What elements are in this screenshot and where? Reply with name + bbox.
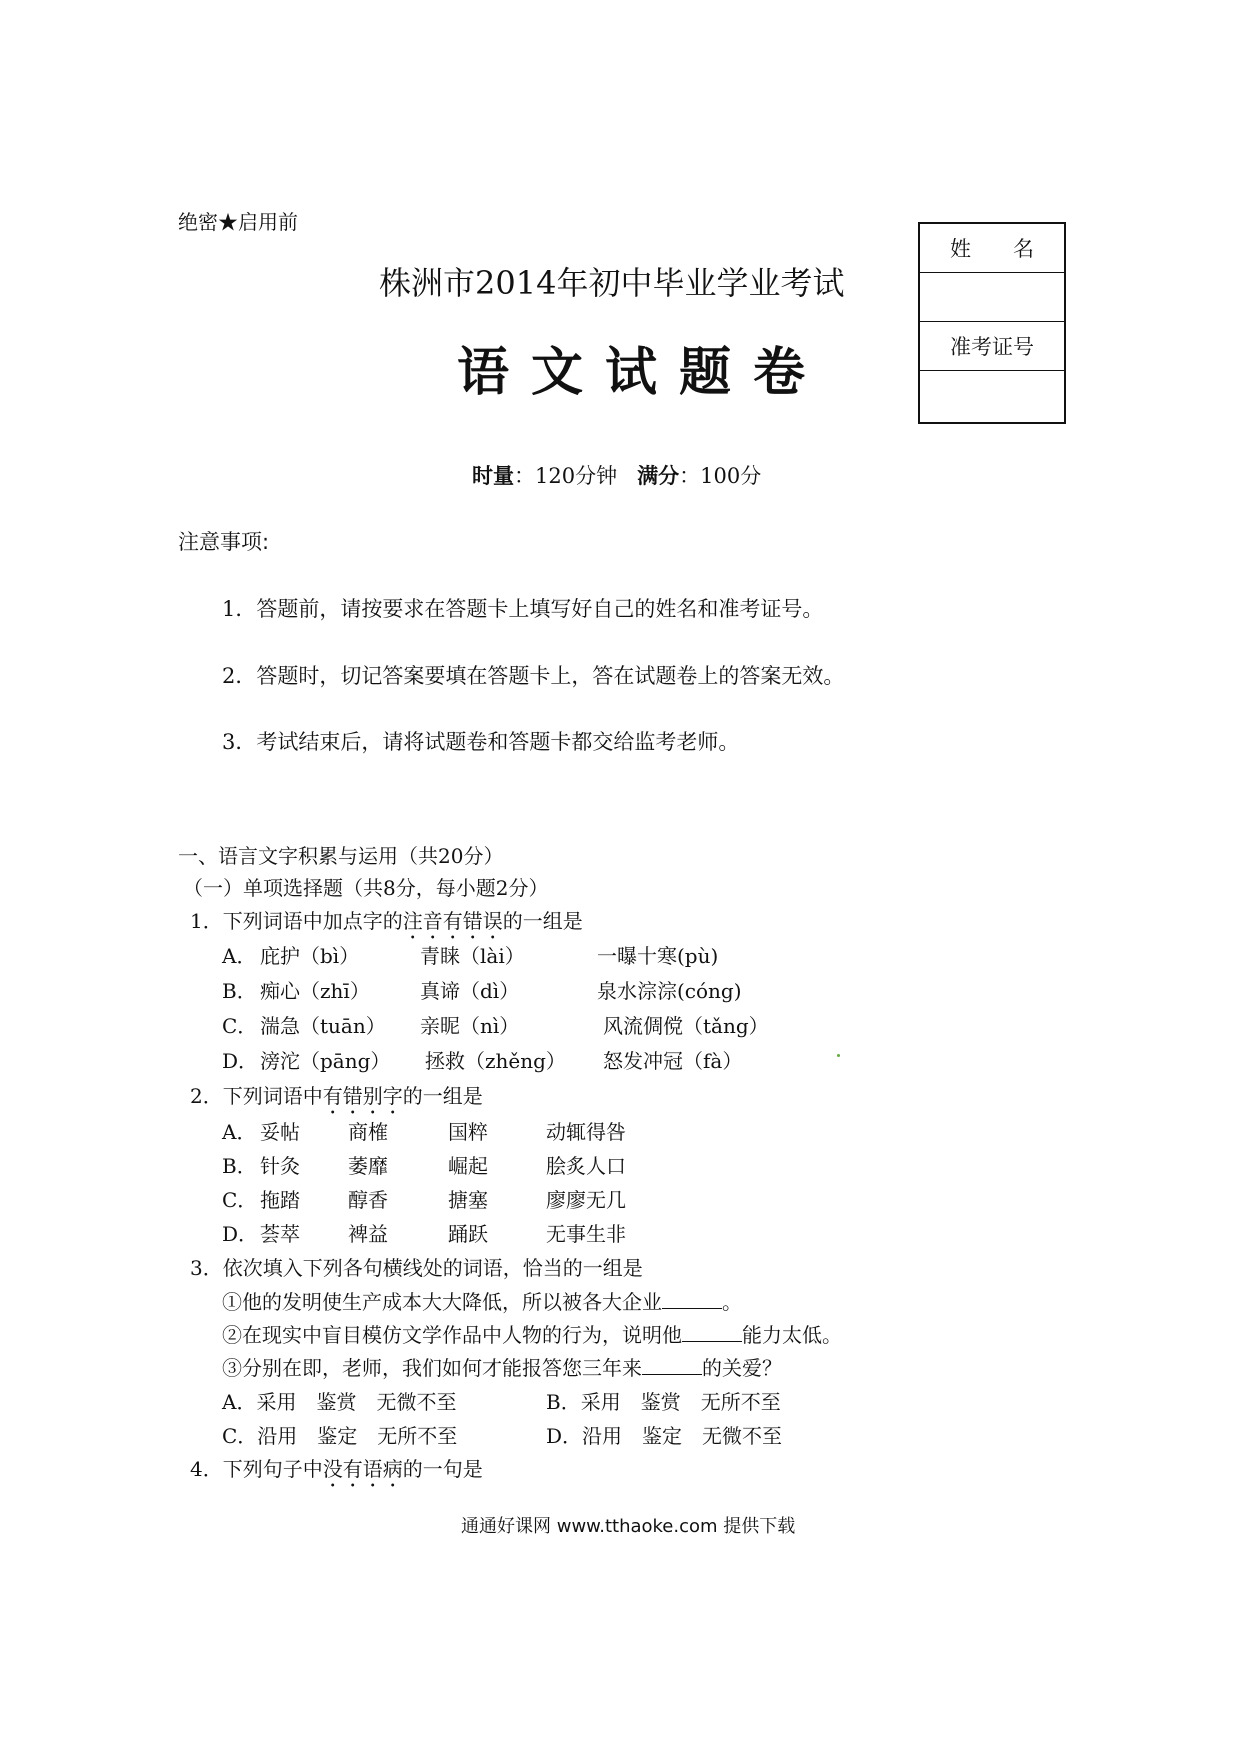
q1-option-label: B．: [222, 979, 257, 1003]
q1-option-word: 滂沱（pāng）: [260, 1049, 391, 1073]
q2-option-word: 脍炙人口: [546, 1154, 626, 1178]
q2-option-word: 针灸: [260, 1154, 300, 1178]
q1-option-word: 一曝十寒(pù): [597, 944, 719, 968]
q2-option-word: 裨益: [348, 1222, 388, 1246]
q2-option-label: C．: [222, 1188, 258, 1212]
q3-sentence-3: ③分别在即，老师，我们如何才能报答您三年来 的关爱？: [222, 1356, 782, 1380]
footer-source: 通通好课网 www.tthaoke.com 提供下载: [461, 1516, 796, 1537]
q1-option-word: 真谛（dì）: [420, 979, 520, 1003]
full-score-label: 满分: [637, 463, 680, 488]
section-subtitle: （一）单项选择题（共8分，每小题2分）: [183, 876, 549, 900]
q3-option-d: D．沿用 鉴定 无微不至: [546, 1424, 783, 1448]
q2-option-word: 拖踏: [260, 1188, 300, 1212]
answer-blank: [682, 1323, 742, 1342]
answer-blank: [642, 1356, 702, 1375]
duration-label: 时量: [472, 463, 514, 488]
question-4-stem: 4．下列句子中没有语病的一句是: [190, 1457, 483, 1481]
note-item: 2．答题时，切记答案要填在答题卡上，答在试题卷上的答案无效。: [222, 664, 845, 688]
q2-option-label: B．: [222, 1154, 257, 1178]
q2-option-word: 荟萃: [260, 1222, 300, 1246]
exam-title: 株洲市2014年初中毕业学业考试: [379, 264, 845, 302]
q2-option-word: 国粹: [448, 1120, 488, 1144]
q3-option-c: C．沿用 鉴定 无所不至: [222, 1424, 458, 1448]
question-1-stem: 1．下列词语中加点字的注音有错误的一组是: [190, 909, 583, 933]
subject-title: 语文试题卷: [457, 342, 828, 403]
duration-value: ：120分钟: [514, 464, 618, 488]
notes-title: 注意事项:: [178, 530, 270, 554]
q1-option-word: 亲昵（nì）: [420, 1014, 520, 1038]
q1-option-word: 拯救（zhěng）: [425, 1049, 566, 1073]
q1-option-word: 风流倜傥（tǎng）: [603, 1014, 769, 1038]
question-3-stem: 3．依次填入下列各句横线处的词语，恰当的一组是: [190, 1256, 643, 1280]
exam-id-label: 准考证号: [920, 322, 1064, 371]
section-title: 一、语言文字积累与运用（共20分）: [178, 844, 504, 868]
q3-option-a: A．采用 鉴赏 无微不至: [222, 1390, 457, 1414]
q1-option-word: 湍急（tuān）: [260, 1014, 386, 1038]
q2-option-word: 崛起: [448, 1154, 488, 1178]
q1-option-label: C．: [222, 1014, 258, 1038]
q1-option-word: 痴心（zhī）: [260, 979, 370, 1003]
q3-sentence-2: ②在现实中盲目模仿文学作品中人物的行为，说明他 能力太低。: [222, 1323, 842, 1347]
name-label: 姓 名: [920, 224, 1064, 273]
q1-option-word: 庇护（bì）: [260, 944, 360, 968]
note-item: 1．答题前，请按要求在答题卡上填写好自己的姓名和准考证号。: [222, 597, 824, 621]
q2-option-word: 商榷: [348, 1120, 388, 1144]
q2-option-word: 无事生非: [546, 1222, 626, 1246]
q1-option-word: 泉水淙淙(cóng): [597, 979, 742, 1003]
confidential-label: 绝密★启用前: [178, 210, 298, 234]
q2-option-word: 踊跃: [448, 1222, 488, 1246]
q3-option-b: B．采用 鉴赏 无所不至: [546, 1390, 781, 1414]
q3-sentence-1: ①他的发明使生产成本大大降低，所以被各大企业 。: [222, 1290, 742, 1314]
q2-option-label: D．: [222, 1222, 259, 1246]
stray-mark: [837, 1054, 840, 1057]
note-item: 3．考试结束后，请将试题卷和答题卡都交给监考老师。: [222, 730, 740, 754]
full-score-value: ：100分: [679, 464, 762, 488]
q2-option-word: 醇香: [348, 1188, 388, 1212]
question-2-stem: 2．下列词语中有错别字的一组是: [190, 1084, 483, 1108]
q2-option-word: 动辄得咎: [546, 1120, 626, 1144]
candidate-info-box: [918, 222, 1066, 424]
q2-option-label: A．: [222, 1120, 257, 1144]
exam-duration: [472, 460, 761, 490]
q1-option-label: D．: [222, 1049, 259, 1073]
q2-option-word: 萎靡: [348, 1154, 388, 1178]
q2-option-word: 搪塞: [448, 1188, 488, 1212]
q1-option-word: 怒发冲冠（fà）: [603, 1049, 743, 1073]
q2-option-word: 廖廖无几: [546, 1188, 626, 1212]
name-field: [920, 273, 1064, 322]
q2-option-word: 妥帖: [260, 1120, 300, 1144]
q1-option-word: 青睐（lài）: [420, 944, 525, 968]
exam-id-field: [920, 371, 1064, 418]
answer-blank: [662, 1290, 722, 1309]
q1-option-label: A．: [222, 944, 257, 968]
